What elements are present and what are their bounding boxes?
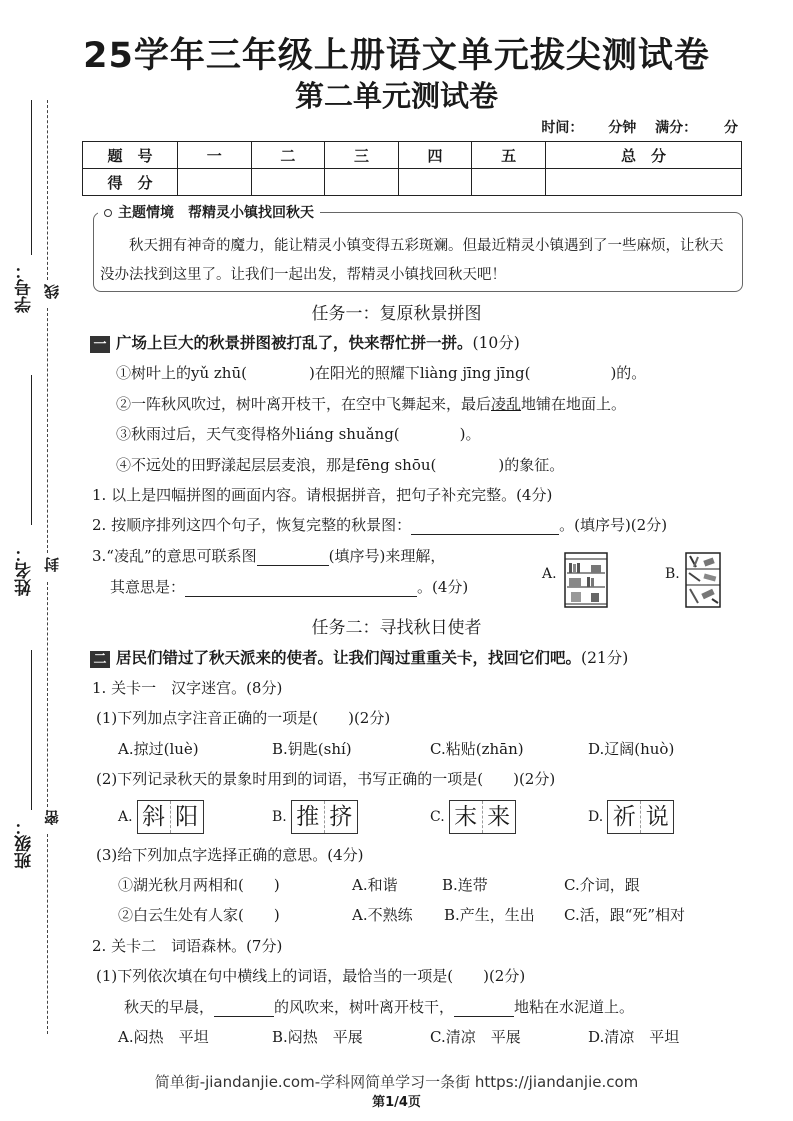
name-line	[31, 375, 32, 525]
option-label: A.	[118, 809, 133, 825]
word-box	[607, 800, 674, 834]
circle-bullet-icon	[104, 209, 112, 217]
score-input-cell[interactable]	[472, 169, 546, 196]
box-char: 祈	[608, 801, 641, 833]
image-b-label: B.	[665, 566, 680, 582]
word-box	[291, 800, 358, 834]
box-char: 推	[292, 801, 325, 833]
question-text: 其意思是：	[110, 578, 186, 596]
question-text: 。(4分)	[417, 578, 469, 596]
student-no-line	[31, 100, 32, 255]
exam-title: 25学年三年级上册语文单元拔尖测试卷	[83, 36, 710, 76]
section-points: (10分)	[472, 334, 520, 352]
question-text: 。(填序号)(2分)	[559, 516, 668, 534]
score-input-cell[interactable]	[178, 169, 252, 196]
section-number: 一	[90, 336, 110, 353]
sentence-text: ①树叶上的yǔ zhū(	[116, 364, 247, 382]
sub-item: ①湖光秋月两相和( )	[118, 876, 280, 894]
option-a[interactable]: A.闷热 平坦	[118, 1028, 209, 1046]
theme-title-text: 主题情境 帮精灵小镇找回秋天	[118, 205, 314, 221]
option-a[interactable]: A.不熟练	[352, 906, 413, 924]
score-cell: 总 分	[545, 142, 741, 169]
question-text: 3.“凌乱”的意思可联系图	[92, 547, 257, 565]
box-char: 斜	[138, 801, 171, 833]
word-box	[449, 800, 516, 834]
name-label: 姓名：	[15, 545, 35, 596]
score-table-header-row	[83, 142, 742, 169]
option-b[interactable]: B.闷热 平展	[272, 1028, 363, 1046]
answer-blank[interactable]	[185, 580, 417, 597]
points-label: 分	[724, 120, 738, 136]
score-input-cell[interactable]	[325, 169, 399, 196]
option-d[interactable]: D.清凉 平坦	[588, 1028, 680, 1046]
answer-blank[interactable]	[214, 1000, 274, 1017]
sentence-text: ②一阵秋风吹过，树叶离开枝干，在空中飞舞起来，最后	[116, 395, 492, 413]
option-c[interactable]: C.介词，跟	[564, 876, 640, 894]
question-text: (填序号)来理解，	[328, 547, 446, 565]
option-c[interactable]: C.活，跟“死”相对	[564, 906, 686, 924]
time-score-line	[527, 117, 738, 137]
option-b[interactable]: B.连带	[442, 876, 488, 894]
tidy-bookshelf-image	[563, 551, 609, 609]
sentence-2	[116, 393, 626, 414]
score-input-cell[interactable]	[398, 169, 472, 196]
section-one-heading	[90, 331, 520, 353]
messy-bookshelf-image	[684, 551, 722, 609]
footer-watermark: 简单街-jiandanjie.com-学科网简单学习一条街 https://jiandanjie.com	[154, 1073, 639, 1091]
class-label: 班级：	[15, 818, 35, 869]
binding-dashed-line	[47, 834, 48, 1034]
sentence-text: 地铺在地面上。	[521, 395, 627, 413]
binding-mark-seal: 封	[43, 557, 61, 572]
score-cell: 五	[472, 142, 546, 169]
option-a[interactable]: A.和谐	[352, 876, 398, 894]
option-c[interactable]	[430, 800, 516, 834]
question-2-1-options	[118, 1026, 679, 1047]
binding-dashed-line	[47, 100, 48, 280]
score-input-cell[interactable]	[545, 169, 741, 196]
option-b[interactable]	[272, 800, 358, 834]
section-two-heading	[90, 646, 628, 668]
score-cell: 一	[178, 142, 252, 169]
option-b[interactable]: B.钥匙(shí)	[272, 740, 352, 758]
word-box	[137, 800, 204, 834]
sentence-text: )的象征。	[498, 456, 565, 474]
page-number: 第1/4页	[372, 1095, 421, 1110]
sentence-text: )的。	[610, 364, 647, 382]
section-number: 二	[90, 651, 110, 668]
question-1-1-options	[118, 738, 758, 759]
sentence-1	[116, 362, 646, 383]
sentence-4	[116, 454, 564, 475]
sentence-text: )。	[459, 425, 481, 443]
question-1: 1. 以上是四幅拼图的画面内容。请根据拼音，把句子补充完整。(4分)	[92, 486, 553, 504]
score-cell: 题 号	[83, 142, 178, 169]
section-text: 广场上巨大的秋景拼图被打乱了，快来帮忙拼一拼。	[116, 333, 473, 352]
question-3-meaning	[110, 576, 468, 597]
question-1-3-row-2	[118, 904, 685, 925]
score-table	[82, 141, 742, 196]
question-1-3: (3)给下列加点字选择正确的意思。(4分)	[96, 846, 364, 864]
class-line	[31, 650, 32, 810]
underlined-word: 凌乱	[491, 395, 522, 413]
sentence-text: 地粘在水泥道上。	[514, 998, 635, 1016]
score-cell: 四	[398, 142, 472, 169]
score-input-cell[interactable]	[251, 169, 325, 196]
question-text: 2. 按顺序排列这四个句子，恢复完整的秋景图：	[92, 516, 412, 534]
question-1-2: (2)下列记录秋天的景象时用到的词语，书写正确的一项是( )(2分)	[96, 770, 556, 788]
score-cell: 三	[325, 142, 399, 169]
option-b[interactable]: B.产生，生出	[444, 906, 535, 924]
option-label: B.	[272, 809, 287, 825]
section-points: (21分)	[581, 649, 629, 667]
binding-mark-line: 线	[43, 284, 61, 299]
level-two-heading: 2. 关卡二 词语森林。(7分)	[92, 937, 283, 955]
theme-text: 秋天拥有神奇的魔力，能让精灵小镇变得五彩斑斓。但最近精灵小镇遇到了一些麻烦，让秋天没办法找到这里了。让我们一起出发，帮精灵小镇找回秋天吧！	[100, 238, 724, 283]
option-d[interactable]: D.辽阔(huò)	[588, 740, 675, 758]
task1-title: 任务一：复原秋景拼图	[311, 304, 482, 324]
sentence-3	[116, 423, 481, 444]
theme-title	[98, 202, 320, 222]
score-row-label: 得 分	[83, 169, 178, 196]
exam-subtitle: 第二单元测试卷	[294, 79, 498, 113]
sentence-text: )在阳光的照耀下liàng jīng jīng(	[308, 364, 531, 382]
student-no-label: 学号：	[15, 262, 35, 313]
sentence-text: ④不远处的田野漾起层层麦浪，那是fēng shōu(	[116, 456, 437, 474]
question-2-1: (1)下列依次填在句中横线上的词语，最恰当的一项是( )(2分)	[96, 967, 526, 985]
task2-title: 任务二：寻找秋日使者	[311, 618, 482, 638]
question-1-1: (1)下列加点字注音正确的一项是( )(2分)	[96, 709, 391, 727]
sentence-text: 秋天的早晨，	[124, 998, 215, 1016]
sentence-text: ③秋雨过后，天气变得格外liáng shuǎng(	[116, 425, 400, 443]
question-2	[92, 514, 667, 535]
question-2-1-sentence	[124, 996, 634, 1017]
answer-blank[interactable]	[411, 518, 559, 535]
time-label: 时间：	[541, 120, 584, 136]
box-char: 阳	[175, 804, 199, 830]
option-label: D.	[588, 809, 604, 825]
image-a-label: A.	[542, 566, 557, 582]
score-table-score-row	[83, 169, 742, 196]
full-score-label: 满分：	[655, 120, 698, 136]
level-one-heading: 1. 关卡一 汉字迷宫。(8分)	[92, 679, 283, 697]
sub-item: ②白云生处有人家( )	[118, 906, 280, 924]
binding-mark-secret: 密	[43, 810, 61, 825]
option-c[interactable]: C.清凉 平展	[430, 1028, 521, 1046]
box-char: 挤	[329, 804, 353, 830]
score-cell: 二	[251, 142, 325, 169]
option-label: C.	[430, 809, 445, 825]
section-text: 居民们错过了秋天派来的使者。让我们闯过重重关卡，找回它们吧。	[116, 648, 582, 667]
option-d[interactable]	[588, 800, 674, 834]
box-char: 说	[645, 804, 669, 830]
minutes-label: 分钟	[608, 120, 637, 136]
question-1-3-row-1	[118, 874, 640, 895]
answer-blank[interactable]	[454, 1000, 514, 1017]
box-char: 来	[487, 804, 511, 830]
sentence-text: 的风吹来，树叶离开枝干，	[274, 998, 455, 1016]
option-c[interactable]: C.粘贴(zhān)	[430, 740, 524, 758]
question-3	[92, 545, 445, 566]
option-a[interactable]: A.掠过(luè)	[118, 740, 199, 758]
binding-dashed-line	[47, 308, 48, 553]
answer-blank[interactable]	[257, 549, 329, 566]
option-a[interactable]	[118, 800, 204, 834]
box-char: 末	[450, 801, 483, 833]
